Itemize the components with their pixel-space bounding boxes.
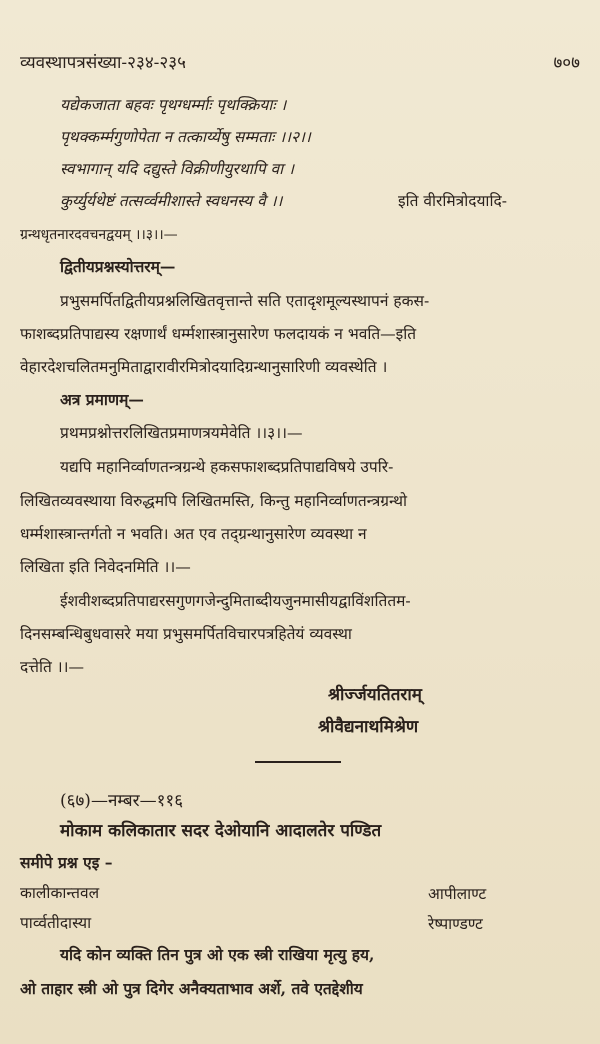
note-line-1: यद्यपि महानिर्व्वाणतन्त्रग्रन्थे हकसफाशब्दप्रतिपाद्यविषये उपरि- — [60, 458, 394, 476]
page-number: ७०७ — [553, 53, 580, 73]
party-1-role: आपीलाण्ट — [428, 885, 487, 903]
note-line-2: लिखितव्यवस्थाया विरुद्धमपि लिखितमस्ति, किन्तु महानिर्व्वाणतन्त्रग्रन्थो — [20, 492, 408, 510]
signature-line-2: श्रीवैद्यनाथमिश्रेण — [318, 717, 419, 737]
case-body-line-2: ओ ताहार स्त्री ओ पुत्र दिगेर अनैक्यताभाव अर्शे, तवे एतद्देशीय — [20, 979, 363, 998]
q2-body-line-3: वेहारदेशचलितमनुमिताद्वारावीरमित्रोदयादिग्रन्थानुसारिणी व्यवस्थेति । — [20, 358, 388, 376]
case-body-line-1: यदि कोन व्यक्ति तिन पुत्र ओ एक स्त्री राखिया मृत्यु हय, — [60, 945, 375, 964]
party-1-name: कालीकान्तवल — [20, 884, 100, 902]
verse-line-3: स्वभागान् यदि दद्युस्ते विक्रीणीयुरथापि वा । — [60, 160, 294, 178]
party-2-role: रेष्पाण्डण्ट — [428, 915, 483, 933]
running-header: व्यवस्थापत्रसंख्या-२३४-२३५ — [20, 53, 186, 73]
verse-tail: इति वीरमित्रोदयादि- — [398, 192, 507, 210]
party-2-name: पार्व्वतीदास्या — [20, 914, 92, 932]
date-line-1: ईशवीशब्दप्रतिपाद्यरसगुणगजेन्दुमिताब्दीयजुनमासीयद्वाविंशतितम- — [60, 592, 411, 610]
case-number: (६७)—नम्बर—११६ — [60, 791, 184, 811]
case-intro-line-2: समीपे प्रश्न एइ – — [20, 853, 113, 872]
case-intro-line-1: मोकाम कलिकातार सदर देओयानि आदालतेर पण्डित — [60, 821, 382, 841]
q2-heading: द्वितीयप्रश्नस्योत्तरम्— — [60, 257, 176, 276]
date-line-2: दिनसम्बन्धिबुधवासरे मया प्रभुसमर्पितविचारपत्रहितेयं व्यवस्था — [20, 625, 352, 643]
source-line: ग्रन्थधृतनारदवचनद्वयम् ।।३।।— — [20, 227, 178, 243]
signature-line-1: श्रीर्ज्जयतितराम् — [328, 685, 422, 705]
note-line-3: धर्म्मशास्त्रान्तर्गतो न भवति। अत एव तद्ग्रन्थानुसारेण व्यवस्था न — [20, 525, 367, 543]
verse-line-2: पृथक्कर्म्मगुणोपेता न तत्कार्य्येषु सम्मताः ।।२।। — [60, 128, 311, 146]
date-line-3: दत्तेति ।।— — [20, 658, 84, 676]
section-divider — [255, 761, 341, 763]
proof-line: प्रथमप्रश्नोत्तरलिखितप्रमाणत्रयमेवेति ।।३।।— — [60, 424, 303, 442]
note-line-4: लिखिता इति निवेदनमिति ।।— — [20, 558, 191, 576]
proof-heading: अत्र प्रमाणम्— — [60, 390, 144, 409]
verse-line-4: कुर्य्युर्यथेष्टं तत्सर्व्वमीशास्ते स्वधनस्य वै ।। — [60, 192, 283, 210]
q2-body-line-1: प्रभुसमर्पितद्वितीयप्रश्नलिखितवृत्तान्ते सति एतादृशमूल्यस्थापनं हकस- — [60, 292, 430, 310]
page-header — [20, 50, 580, 76]
q2-body-line-2: फाशब्दप्रतिपाद्यस्य रक्षणार्थं धर्म्मशास्त्रानुसारेण फलदायकं न भवति—इति — [20, 325, 417, 343]
verse-line-1: यद्येकजाता बहवः पृथग्धर्म्माः पृथक्क्रियाः । — [60, 96, 287, 114]
